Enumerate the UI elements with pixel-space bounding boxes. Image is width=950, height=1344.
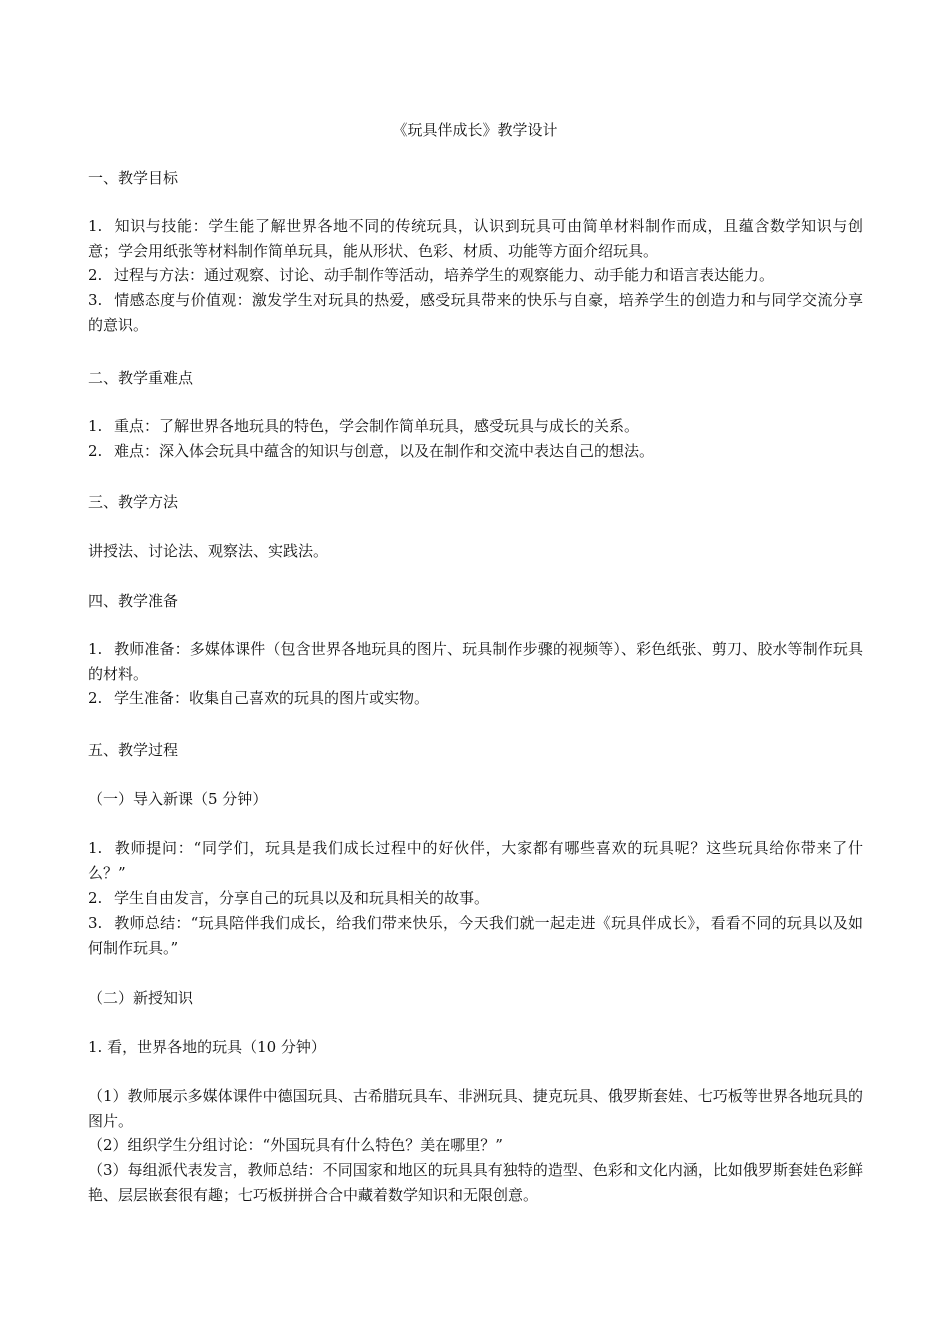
preparation-item-2-num: 2.: [88, 689, 103, 707]
process-intro-heading: （一）导入新课（5 分钟）: [88, 790, 268, 808]
key-points-item-2: [88, 439, 654, 463]
key-points-item-1-num: 1.: [88, 417, 103, 435]
preparation-item-2: [88, 686, 429, 710]
process-intro-item-3-num: 3.: [88, 914, 103, 932]
preparation-item-1-text: 教师准备：多媒体课件（包含世界各地玩具的图片、玩具制作步骤的视频等）、彩色纸张、剪刀、胶水等制作玩具的材料。: [88, 640, 863, 683]
new-lesson-item-2: （2）组织学生分组讨论：“外国玩具有什么特色？美在哪里？”: [88, 1136, 503, 1154]
goals-item-1: [88, 214, 863, 263]
section-heading-key-points: 二、教学重难点: [88, 369, 194, 387]
preparation-item-1-num: 1.: [88, 640, 103, 658]
section-heading-methods: 三、教学方法: [88, 493, 179, 511]
section-heading-process: 五、教学过程: [88, 741, 179, 759]
preparation-item-2-text: 学生准备：收集自己喜欢的玩具的图片或实物。: [114, 689, 430, 707]
goals-item-3: [88, 288, 863, 337]
goals-item-2: [88, 263, 863, 288]
preparation-item-1: [88, 637, 863, 686]
section-heading-preparation: 四、教学准备: [88, 592, 179, 610]
goals-item-3-num: 3.: [88, 291, 103, 309]
key-points-item-2-num: 2.: [88, 442, 103, 460]
key-points-item-1-text: 重点：了解世界各地玩具的特色，学会制作简单玩具，感受玩具与成长的关系。: [114, 417, 640, 435]
process-intro-item-3: [88, 911, 863, 960]
process-new-lesson-heading: （二）新授知识: [88, 989, 194, 1007]
process-intro-item-1: [88, 836, 863, 885]
goals-item-2-num: 2.: [88, 266, 103, 284]
methods-text: 讲授法、讨论法、观察法、实践法。: [88, 542, 329, 560]
section-heading-goals: 一、教学目标: [88, 169, 179, 187]
goals-item-1-num: 1.: [88, 217, 103, 235]
process-new-lesson-subheading: 1. 看，世界各地的玩具（10 分钟）: [88, 1038, 326, 1056]
key-points-item-1: [88, 414, 639, 438]
process-intro-item-1-num: 1.: [88, 839, 103, 857]
goals-item-1-text: 知识与技能：学生能了解世界各地不同的传统玩具，认识到玩具可由简单材料制作而成，且蕴含数学知识与创意；学会用纸张等材料制作简单玩具，能从形状、色彩、材质、功能等方面介绍玩具。: [88, 217, 863, 260]
process-intro-item-2-text: 学生自由发言，分享自己的玩具以及和玩具相关的故事。: [114, 889, 490, 907]
key-points-item-2-text: 难点：深入体会玩具中蕴含的知识与创意，以及在制作和交流中表达自己的想法。: [114, 442, 655, 460]
process-intro-item-2-num: 2.: [88, 889, 103, 907]
process-intro-item-2: [88, 886, 489, 910]
document-title: 《玩具伴成长》教学设计: [392, 121, 558, 139]
process-intro-item-1-text: 教师提问：“同学们，玩具是我们成长过程中的好伙伴，大家都有哪些喜欢的玩具呢？这些玩具给你带来了什么？”: [88, 839, 863, 882]
goals-item-3-text: 情感态度与价值观：激发学生对玩具的热爱，感受玩具带来的快乐与自豪，培养学生的创造力和与同学交流分享的意识。: [88, 291, 863, 334]
new-lesson-item-1: （1）教师展示多媒体课件中德国玩具、古希腊玩具车、非洲玩具、捷克玩具、俄罗斯套娃、七巧板等世界各地玩具的图片。: [88, 1087, 863, 1130]
new-lesson-item-3: （3）每组派代表发言，教师总结：不同国家和地区的玩具具有独特的造型、色彩和文化内涵，比如俄罗斯套娃色彩鲜艳、层层嵌套很有趣；七巧板拼拼合合中藏着数学知识和无限创意。: [88, 1161, 863, 1204]
goals-item-2-text: 过程与方法：通过观察、讨论、动手制作等活动，培养学生的观察能力、动手能力和语言表达能力。: [114, 266, 775, 284]
process-intro-item-3-text: 教师总结：“玩具陪伴我们成长，给我们带来快乐，今天我们就一起走进《玩具伴成长》，看看不同的玩具以及如何制作玩具。”: [88, 914, 863, 957]
